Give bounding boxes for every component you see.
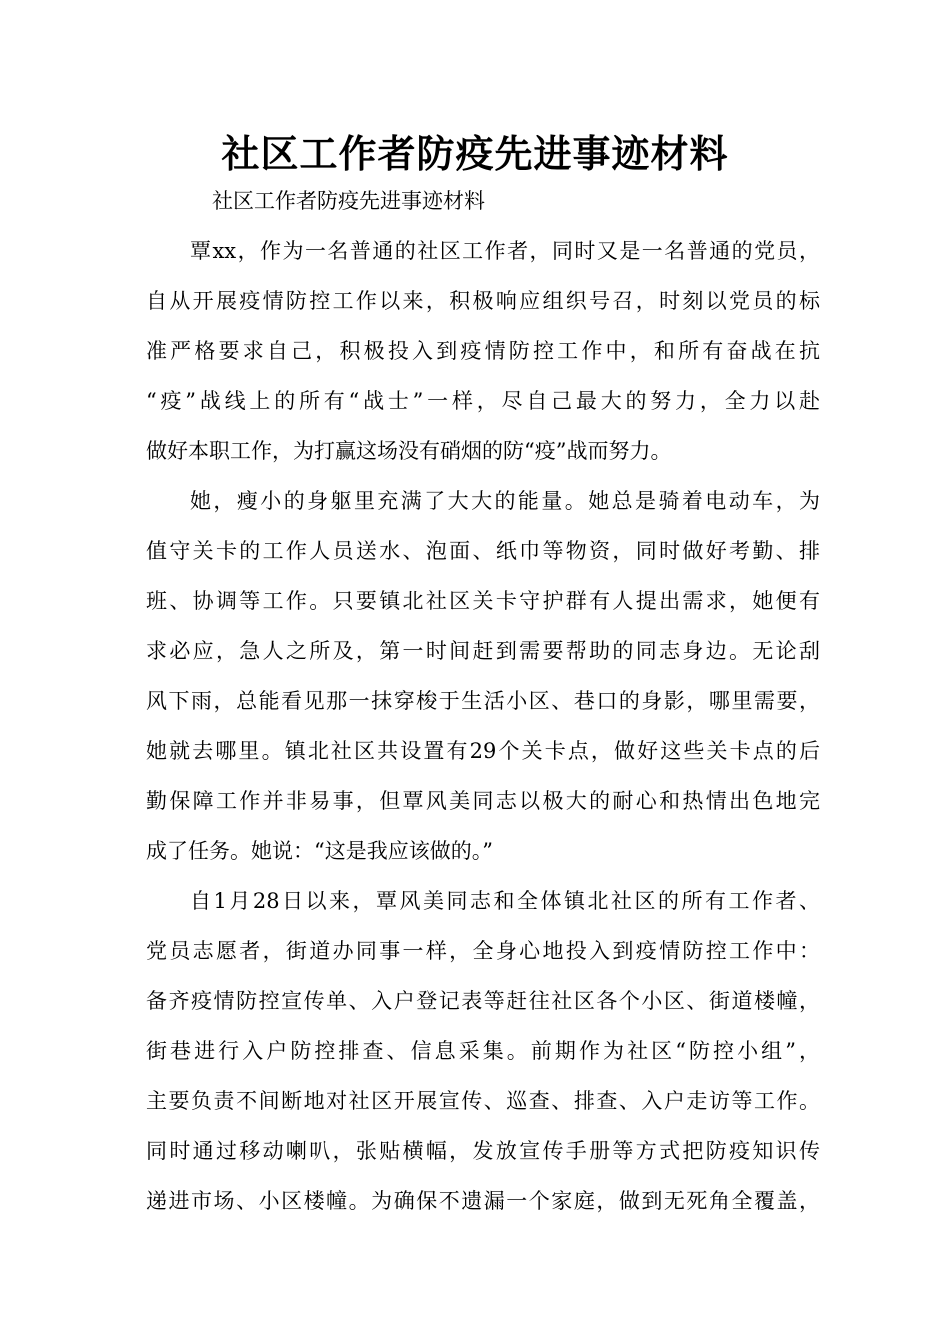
paragraph-3-line-5: 主要负责不间断地对社区开展宣传、巡查、排查、入户走访等工作。 [146, 1089, 820, 1113]
paragraph-2-line-6: 她就去哪里。镇北社区共设置有29个关卡点，做好这些关卡点的后 [146, 739, 820, 763]
paragraph-2-line-3: 班、协调等工作。只要镇北社区关卡守护群有人提出需求，她便有 [146, 589, 820, 613]
document-subtitle: 社区工作者防疫先进事迹材料 [212, 189, 485, 213]
paragraph-2-line-8: 成了任务。她说：“这是我应该做的。” [146, 839, 493, 863]
paragraph-3-line-7: 递进市场、小区楼幢。为确保不遗漏一个家庭，做到无死角全覆盖， [146, 1189, 820, 1213]
paragraph-3-line-4: 街巷进行入户防控排查、信息采集。前期作为社区“防控小组”， [146, 1039, 820, 1063]
paragraph-2-line-5: 风下雨，总能看见那一抹穿梭于生活小区、巷口的身影，哪里需要， [146, 689, 820, 713]
document-title: 社区工作者防疫先进事迹材料 [221, 131, 729, 176]
paragraph-2-line-2: 值守关卡的工作人员送水、泡面、纸巾等物资，同时做好考勤、排 [146, 539, 820, 563]
paragraph-1-line-3: 准严格要求自己，积极投入到疫情防控工作中，和所有奋战在抗 [146, 339, 820, 363]
paragraph-3-line-3: 备齐疫情防控宣传单、入户登记表等赶往社区各个小区、街道楼幢， [146, 989, 820, 1013]
paragraph-3-line-6: 同时通过移动喇叭，张贴横幅，发放宣传手册等方式把防疫知识传 [146, 1139, 820, 1163]
paragraph-1-line-4: “疫”战线上的所有“战士”一样，尽自己最大的努力，全力以赴 [146, 389, 820, 413]
paragraph-3-line-2: 党员志愿者，街道办同事一样，全身心地投入到疫情防控工作中： [146, 939, 820, 963]
paragraph-1-line-5: 做好本职工作，为打赢这场没有硝烟的防“疫”战而努力。 [146, 439, 672, 463]
paragraph-2-line-7: 勤保障工作并非易事，但覃风美同志以极大的耐心和热情出色地完 [146, 789, 820, 813]
paragraph-1-line-2: 自从开展疫情防控工作以来，积极响应组织号召，时刻以党员的标 [146, 289, 820, 313]
paragraph-2-line-4: 求必应，急人之所及，第一时间赶到需要帮助的同志身边。无论刮 [146, 639, 820, 663]
paragraph-3-line-1: 自1月28日以来，覃风美同志和全体镇北社区的所有工作者、 [190, 889, 820, 913]
paragraph-1-line-1: 覃xx，作为一名普通的社区工作者，同时又是一名普通的党员， [190, 239, 820, 263]
paragraph-2-line-1: 她，瘦小的身躯里充满了大大的能量。她总是骑着电动车，为 [190, 489, 820, 513]
